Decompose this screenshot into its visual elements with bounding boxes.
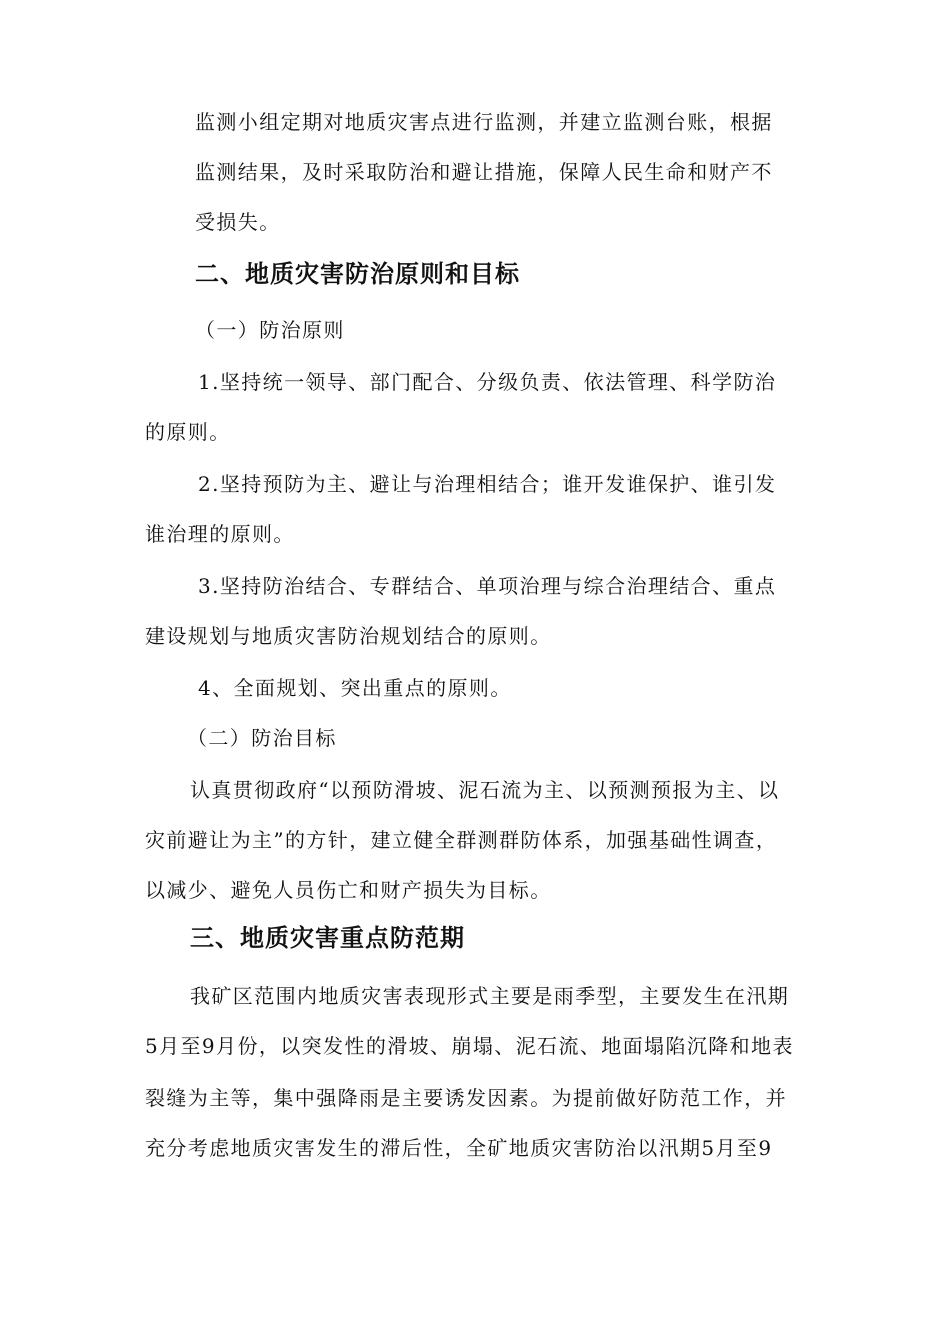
list-item-continuation: 建设规划与地质灾害防治规划结合的原则。 — [145, 624, 552, 648]
section-heading: 三、地质灾害重点防范期 — [190, 924, 465, 952]
paragraph-line: 5月至9月份，以突发性的滑坡、崩塌、泥石流、地面塌陷沉降和地表 — [145, 1034, 794, 1058]
paragraph-line: 认真贯彻政府“以预防滑坡、泥石流为主、以预测预报为主、以 — [190, 778, 780, 802]
paragraph-line: 受损失。 — [195, 210, 281, 234]
subsection-heading: （二）防治目标 — [187, 726, 337, 750]
list-item: 3.坚持防治结合、专群结合、单项治理与综合治理结合、重点 — [198, 574, 777, 598]
list-item-continuation: 的原则。 — [145, 420, 231, 444]
list-item: 2.坚持预防为主、避让与治理相结合；谁开发谁保护、谁引发 — [198, 472, 777, 496]
paragraph-line: 监测结果，及时采取防治和避让措施，保障人民生命和财产不 — [195, 160, 773, 184]
paragraph-line: 灾前避让为主”的方针，建立健全群测群防体系，加强基础性调查， — [145, 828, 778, 852]
paragraph-line: 充分考虑地质灾害发生的滞后性，全矿地质灾害防治以汛期5月至9 — [145, 1136, 773, 1160]
paragraph-line: 以减少、避免人员伤亡和财产损失为目标。 — [145, 878, 552, 902]
list-item-continuation: 谁治理的原则。 — [145, 522, 295, 546]
list-item: 4、全面规划、突出重点的原则。 — [198, 676, 512, 700]
paragraph-line: 我矿区范围内地质灾害表现形式主要是雨季型，主要发生在汛期 — [190, 984, 790, 1008]
subsection-heading: （一）防治原则 — [195, 318, 345, 342]
paragraph-line: 监测小组定期对地质灾害点进行监测，并建立监测台账，根据 — [195, 110, 773, 134]
paragraph-line: 裂缝为主等，集中强降雨是主要诱发因素。为提前做好防范工作，并 — [145, 1086, 787, 1110]
section-heading: 二、地质灾害防治原则和目标 — [195, 260, 520, 288]
list-item: 1.坚持统一领导、部门配合、分级负责、依法管理、科学防治 — [198, 370, 777, 394]
